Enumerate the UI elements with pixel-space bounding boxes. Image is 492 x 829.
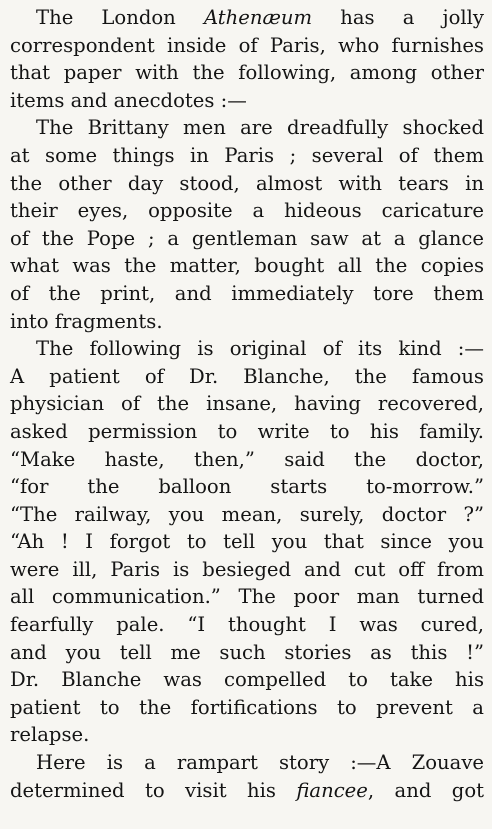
text-line (10, 473, 484, 501)
text-line (10, 556, 484, 584)
text-line (10, 252, 484, 280)
text-segment: that paper with the following, among other (10, 61, 484, 85)
text-segment: relapse. (10, 723, 90, 747)
text-line (10, 501, 484, 529)
text-segment: “The railway, you mean, surely, doctor ?” (10, 502, 484, 526)
text-segment: at some things in Paris ; several of them (10, 143, 484, 167)
paragraph-dr-blanche-anecdote (10, 335, 484, 749)
paragraph-intro (10, 4, 484, 114)
text-line (10, 197, 484, 225)
text-segment: “Make haste, then,” said the doctor, (10, 447, 484, 471)
text-segment: Dr. Blanche was compelled to take his (10, 668, 484, 692)
text-line (10, 308, 484, 336)
text-line (10, 528, 484, 556)
text-segment: physician of the insane, having recovered, (10, 392, 484, 416)
text-line (10, 777, 484, 805)
text-line (10, 142, 484, 170)
text-line (10, 363, 484, 391)
text-segment: Here is a rampart story :—A Zouave (36, 751, 484, 775)
text-line (10, 694, 484, 722)
text-segment: into fragments. (10, 309, 163, 333)
text-line (10, 335, 484, 363)
italic-text: fiancee (296, 778, 368, 802)
text-line (10, 390, 484, 418)
italic-text: Athenæum (203, 6, 313, 29)
text-segment: were ill, Paris is besieged and cut off from (10, 557, 484, 581)
text-line (10, 721, 484, 749)
text-line (10, 32, 484, 60)
text-line (10, 114, 484, 142)
text-line (10, 4, 484, 32)
text-segment: and you tell me such stories as this !” (10, 640, 484, 664)
text-segment: The following is original of its kind :— (36, 337, 484, 361)
paragraph-brittany-men (10, 114, 484, 335)
text-segment: correspondent inside of Paris, who furnishes (10, 33, 484, 57)
text-segment: their eyes, opposite a hideous caricature (10, 199, 484, 223)
text-line (10, 59, 484, 87)
text-segment: determined to visit his (10, 778, 297, 802)
text-line (10, 225, 484, 253)
text-segment: items and anecdotes :— (10, 88, 247, 112)
text-line (10, 280, 484, 308)
text-line (10, 583, 484, 611)
text-line (10, 446, 484, 474)
text-segment: has a jolly (312, 6, 484, 29)
paragraph-rampart-story (10, 749, 484, 804)
text-line (10, 418, 484, 446)
text-line (10, 749, 484, 777)
text-segment: The Brittany men are dreadfully shocked (36, 116, 484, 140)
text-segment: of the print, and immediately tore them (10, 281, 484, 305)
text-line (10, 639, 484, 667)
text-segment: fearfully pale. “I thought I was cured, (10, 613, 484, 637)
text-segment: A patient of Dr. Blanche, the famous (10, 364, 484, 388)
text-line (10, 87, 484, 115)
text-segment: the other day stood, almost with tears in (10, 171, 484, 195)
text-segment: of the Pope ; a gentleman saw at a glance (10, 226, 484, 250)
text-line (10, 611, 484, 639)
text-segment: The London (36, 6, 204, 29)
text-segment: “Ah ! I forgot to tell you that since you (10, 530, 484, 554)
text-segment: , and got (367, 778, 484, 802)
text-segment: what was the matter, bought all the copies (10, 254, 484, 278)
text-segment: “for the balloon starts to-morrow.” (10, 475, 484, 499)
text-line (10, 170, 484, 198)
text-segment: asked permission to write to his family. (10, 419, 484, 443)
text-line (10, 666, 484, 694)
text-segment: patient to the fortifications to prevent a (10, 695, 484, 719)
text-segment: all communication.” The poor man turned (10, 585, 484, 609)
